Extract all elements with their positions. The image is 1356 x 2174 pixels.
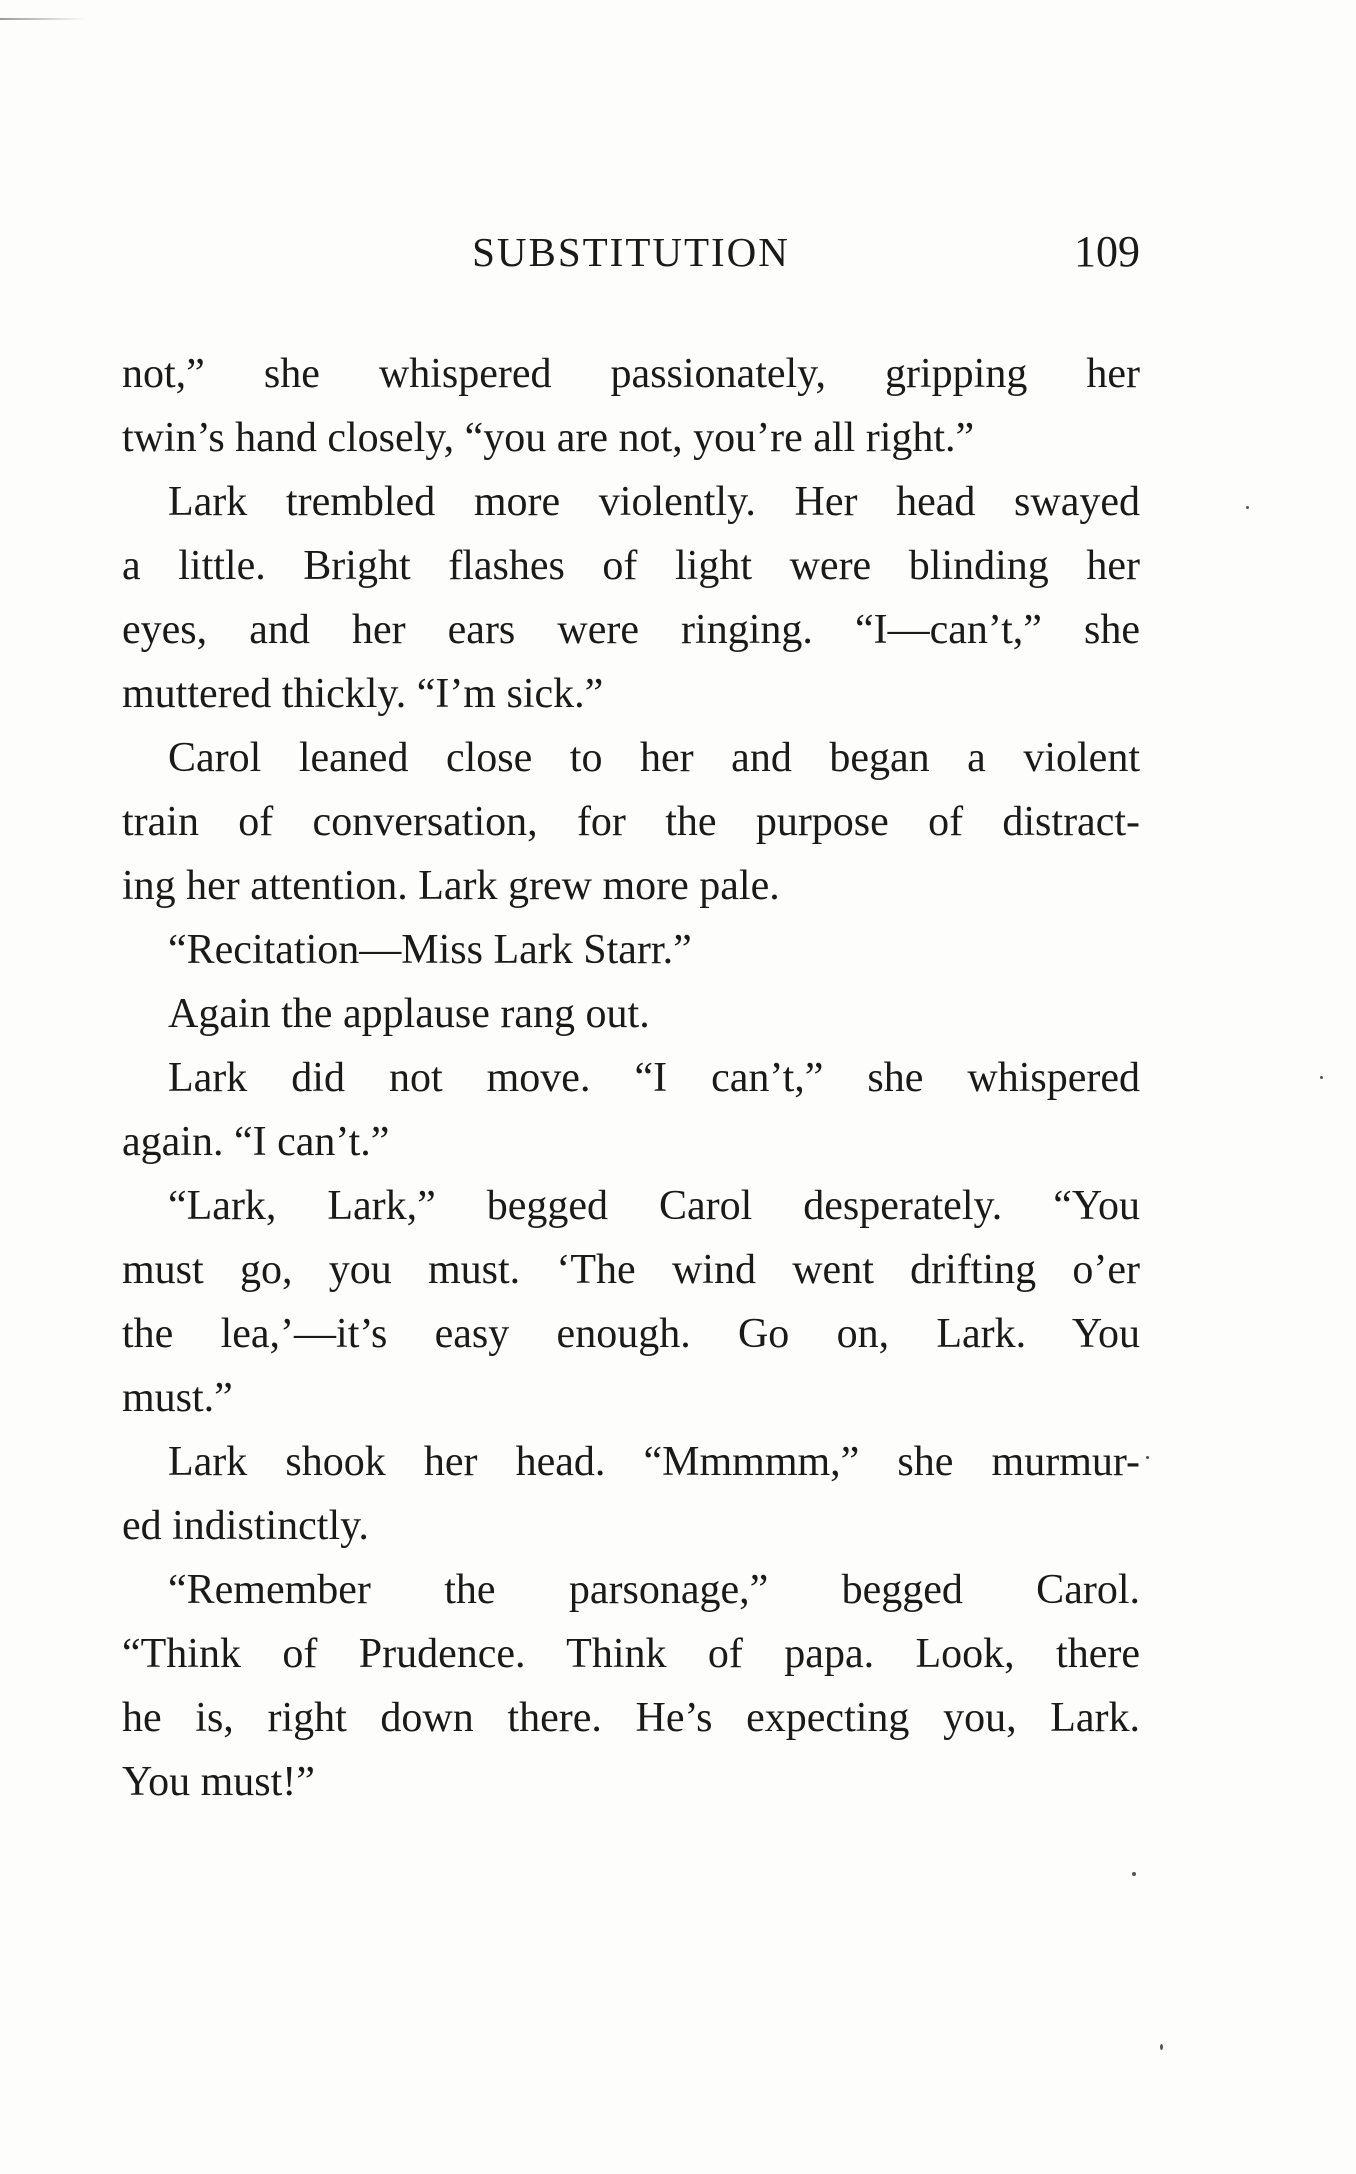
text-line: must go, you must. ‘The wind went drifting o’er — [122, 1247, 1140, 1293]
text-line: train of conversation, for the purpose of distract- — [122, 799, 1140, 845]
paper-speck — [1160, 2044, 1163, 2050]
text-line: ed indistinctly. — [122, 1503, 369, 1549]
text-line: “Lark, Lark,” begged Carol desperately. “You — [168, 1183, 1140, 1229]
text-line: the lea,’—it’s easy enough. Go on, Lark. You — [122, 1311, 1140, 1357]
text-line: “Think of Prudence. Think of papa. Look, there — [122, 1631, 1140, 1677]
text-line: “Recitation—Miss Lark Starr.” — [168, 927, 692, 973]
page-header — [122, 222, 1140, 282]
scan-mark — [0, 18, 86, 20]
running-title: SUBSTITUTION — [472, 229, 790, 275]
paper-speck — [1246, 506, 1249, 509]
text-line: twin’s hand closely, “you are not, you’re all right.” — [122, 415, 975, 461]
text-line: eyes, and her ears were ringing. “I—can’t,” she — [122, 607, 1140, 653]
paper-speck — [1320, 1076, 1323, 1079]
page-number: 109 — [1074, 227, 1140, 276]
text-line: ing her attention. Lark grew more pale. — [122, 863, 780, 909]
body-text — [122, 342, 1140, 1814]
text-line: he is, right down there. He’s expecting you, Lark. — [122, 1695, 1140, 1741]
text-line: You must!” — [122, 1759, 315, 1805]
text-line: not,” she whispered passionately, gripping her — [122, 351, 1140, 397]
paper-speck — [1146, 1456, 1149, 1459]
text-line: Carol leaned close to her and began a violent — [168, 735, 1140, 781]
text-line: again. “I can’t.” — [122, 1119, 390, 1165]
text-line: Lark trembled more violently. Her head swayed — [168, 479, 1140, 525]
text-line: muttered thickly. “I’m sick.” — [122, 671, 604, 717]
text-line: Lark did not move. “I can’t,” she whispered — [168, 1055, 1140, 1101]
text-line: must.” — [122, 1375, 233, 1421]
paper-speck — [1132, 1872, 1136, 1876]
text-line: “Remember the parsonage,” begged Carol. — [168, 1567, 1140, 1613]
text-line: Lark shook her head. “Mmmmm,” she murmur- — [168, 1439, 1140, 1485]
text-line: Again the applause rang out. — [168, 991, 650, 1037]
text-line: a little. Bright flashes of light were blinding her — [122, 543, 1140, 589]
